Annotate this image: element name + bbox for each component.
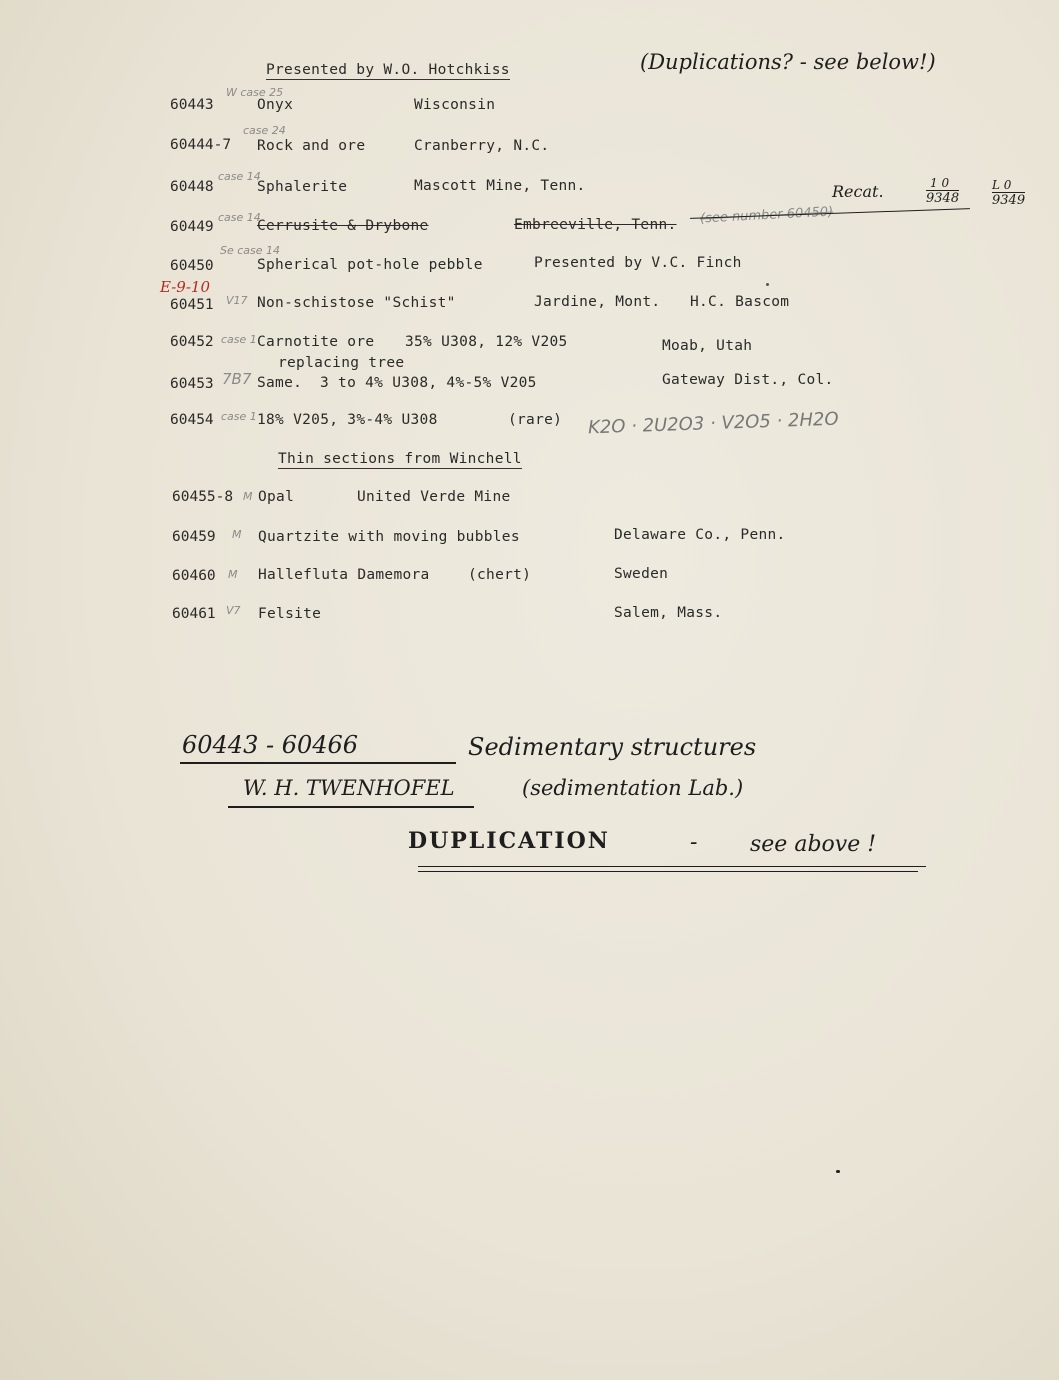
case-annotation: case 1 bbox=[221, 333, 257, 346]
footer-person: W. H. TWENHOFEL bbox=[243, 776, 455, 800]
footer-lab: (sedimentation Lab.) bbox=[522, 776, 744, 800]
specimen-collector: H.C. Bascom bbox=[690, 294, 790, 310]
specimen-locality: Cranberry, N.C. bbox=[414, 138, 550, 154]
specimen-detail: 3 to 4% U308, 4%-5% V205 bbox=[320, 375, 537, 391]
specimen-detail: (chert) bbox=[468, 567, 532, 583]
catalog-number: 60450 bbox=[170, 258, 214, 274]
specimen-name: Opal bbox=[258, 489, 295, 505]
duplication-label: DUPLICATION bbox=[408, 828, 610, 854]
specimen-name: Sphalerite bbox=[257, 179, 348, 195]
specimen-name: Cerrusite & Drybone bbox=[257, 218, 429, 234]
red-date-note: E-9-10 bbox=[160, 278, 210, 296]
specimen-name: Onyx bbox=[257, 97, 294, 113]
specimen-locality: Delaware Co., Penn. bbox=[614, 527, 786, 543]
case-annotation: Se case 14 bbox=[220, 244, 281, 257]
specimen-name: Spherical pot-hole pebble bbox=[257, 257, 483, 273]
case-annotation: V17 bbox=[226, 294, 248, 307]
catalog-number: 60455-8 bbox=[172, 489, 234, 505]
specimen-name-continued: replacing tree bbox=[278, 355, 405, 371]
case-annotation: M bbox=[243, 490, 253, 503]
specimen-locality: Jardine, Mont. bbox=[534, 294, 661, 310]
specimen-locality: Wisconsin bbox=[414, 97, 496, 113]
underline bbox=[180, 762, 456, 764]
case-annotation: M bbox=[232, 528, 242, 541]
chemical-formula: K2O · 2U2O3 · V2O5 · 2H2O bbox=[587, 408, 839, 439]
catalog-number: 60460 bbox=[172, 568, 216, 584]
recat-label: Recat. bbox=[832, 182, 884, 201]
see-above-note: see above ! bbox=[750, 832, 877, 857]
specimen-detail: 35% U308, 12% V205 bbox=[405, 334, 568, 350]
thin-sections-heading: Thin sections from Winchell bbox=[278, 451, 522, 467]
recat-b: 9349 bbox=[992, 193, 1026, 208]
catalog-number: 60449 bbox=[170, 219, 214, 235]
case-annotation: W case 25 bbox=[226, 86, 284, 99]
underline bbox=[418, 871, 918, 872]
specimen-locality: Moab, Utah bbox=[662, 338, 753, 354]
case-annotation: case 1 bbox=[221, 410, 257, 423]
duplication-note: (Duplications? - see below!) bbox=[640, 50, 936, 74]
recat-a-top: 1 0 bbox=[930, 176, 950, 190]
presented-by-heading: Presented by W.O. Hotchkiss bbox=[266, 62, 510, 78]
catalog-number: 60461 bbox=[172, 606, 216, 622]
catalog-number: 60453 bbox=[170, 376, 214, 392]
footer-range: 60443 - 60466 bbox=[182, 731, 359, 759]
underline bbox=[418, 866, 926, 867]
case-annotation: 7B7 bbox=[222, 370, 252, 388]
footer-dash: - bbox=[690, 830, 698, 855]
ink-speck bbox=[766, 283, 769, 286]
specimen-locality: United Verde Mine bbox=[357, 489, 511, 505]
recat-a: 9348 bbox=[926, 191, 960, 206]
catalog-number: 60444-7 bbox=[170, 137, 232, 153]
struck-annotation: (see number 60450) bbox=[699, 204, 834, 227]
case-annotation: case 14 bbox=[218, 170, 261, 183]
case-annotation: case 24 bbox=[243, 124, 286, 137]
specimen-name: Felsite bbox=[258, 606, 322, 622]
specimen-detail: (rare) bbox=[508, 412, 563, 428]
specimen-name: Carnotite ore bbox=[257, 334, 375, 350]
ink-speck bbox=[836, 1170, 840, 1173]
catalog-number: 60448 bbox=[170, 179, 214, 195]
specimen-locality: Gateway Dist., Col. bbox=[662, 372, 834, 388]
specimen-locality: Embreeville, Tenn. bbox=[514, 217, 677, 233]
case-annotation: M bbox=[228, 568, 238, 581]
catalog-number: 60459 bbox=[172, 529, 216, 545]
specimen-name: Non-schistose "Schist" bbox=[257, 295, 456, 311]
recat-b-top: L 0 bbox=[992, 178, 1012, 192]
case-annotation: V7 bbox=[226, 604, 241, 617]
specimen-locality: Presented by V.C. Finch bbox=[534, 255, 742, 271]
specimen-name: 18% V205, 3%-4% U308 bbox=[257, 412, 438, 428]
specimen-name: Same. bbox=[257, 375, 303, 391]
catalog-number: 60452 bbox=[170, 334, 214, 350]
footer-title: Sedimentary structures bbox=[468, 733, 757, 761]
specimen-locality: Mascott Mine, Tenn. bbox=[414, 178, 586, 194]
catalog-number: 60454 bbox=[170, 412, 214, 428]
catalog-number: 60443 bbox=[170, 97, 214, 113]
specimen-name: Quartzite with moving bubbles bbox=[258, 529, 520, 545]
specimen-name: Rock and ore bbox=[257, 138, 366, 154]
underline bbox=[228, 806, 474, 808]
specimen-locality: Sweden bbox=[614, 566, 669, 582]
specimen-name: Hallefluta Damemora bbox=[258, 567, 430, 583]
specimen-locality: Salem, Mass. bbox=[614, 605, 723, 621]
catalog-number: 60451 bbox=[170, 297, 214, 313]
case-annotation: case 14 bbox=[218, 211, 261, 224]
